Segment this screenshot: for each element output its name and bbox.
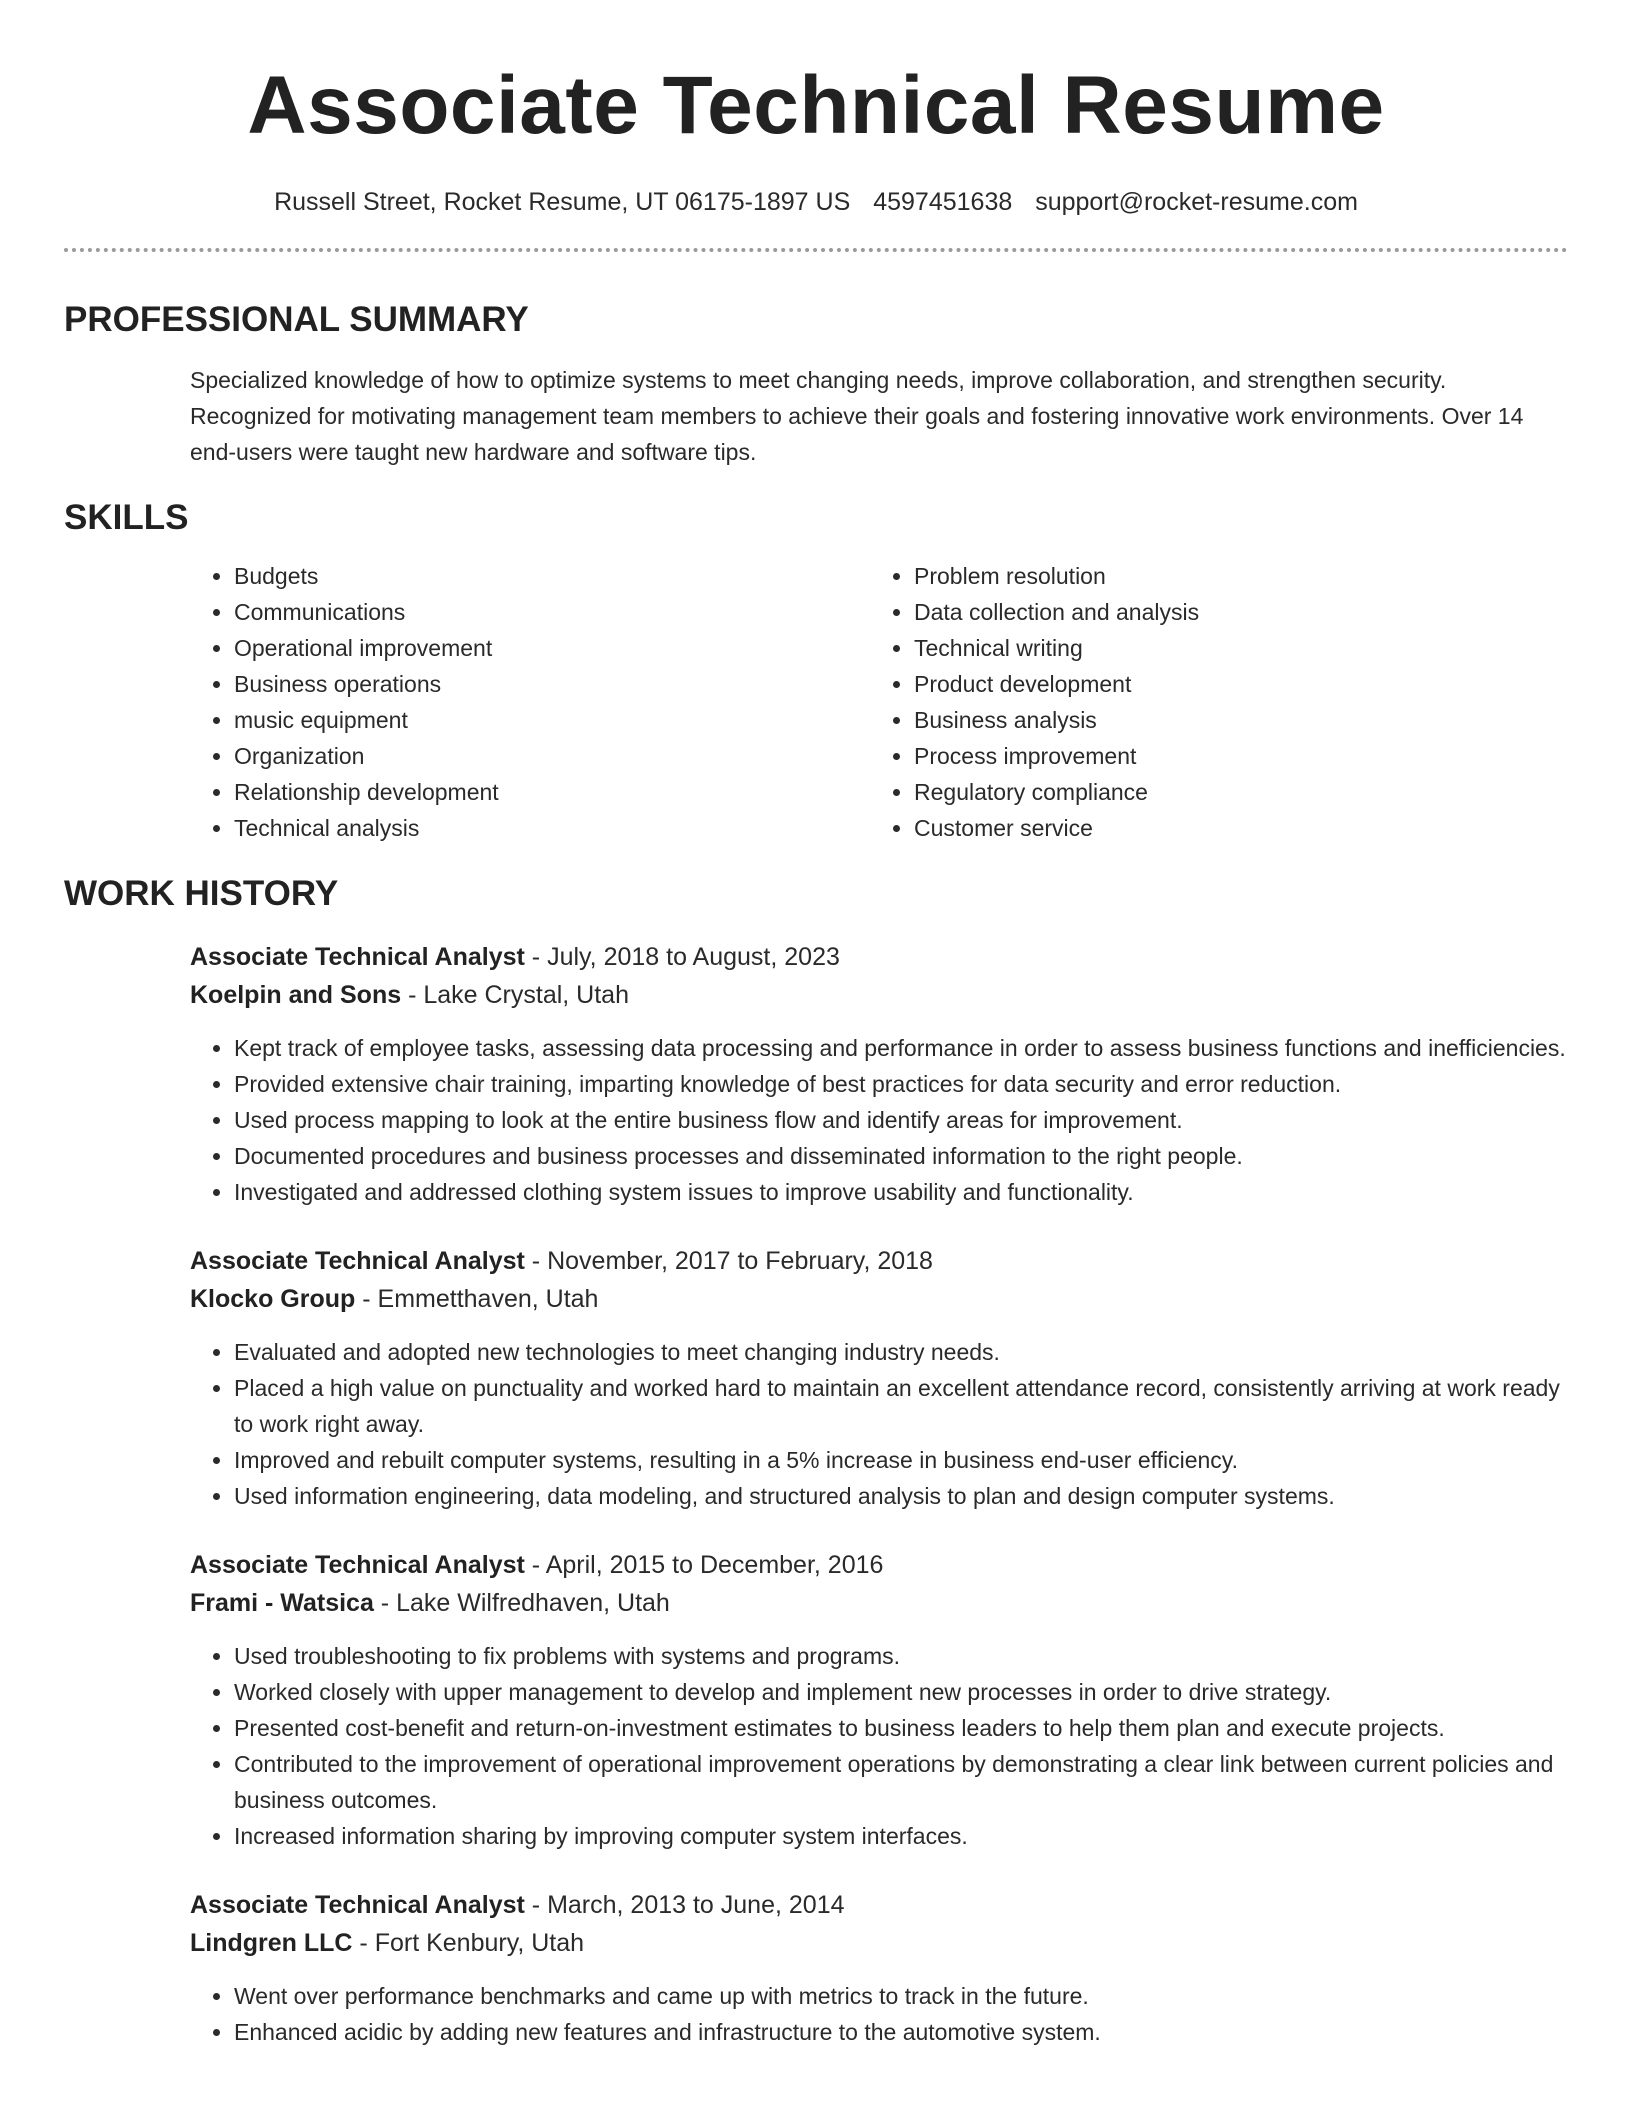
job-company: Lindgren LLC xyxy=(190,1929,353,1957)
skill-item: • Problem resolution xyxy=(914,558,1550,594)
job-location: - Lake Crystal, Utah xyxy=(401,981,629,1009)
skill-item: • Data collection and analysis xyxy=(914,594,1550,630)
job-title: Associate Technical Analyst xyxy=(190,1891,525,1919)
skill-item: • Process improvement xyxy=(914,738,1550,774)
job-title-line xyxy=(190,1242,1568,1280)
job-bullets xyxy=(190,1638,1568,1854)
job-bullet: • Worked closely with upper management to develop and implement new processes in order to drive strategy. xyxy=(234,1674,1568,1710)
job-dates: - November, 2017 to February, 2018 xyxy=(524,1247,933,1275)
job-title: Associate Technical Analyst xyxy=(190,1247,525,1275)
skill-item: • music equipment xyxy=(234,702,870,738)
job-bullet: • Went over performance benchmarks and came up with metrics to track in the future. xyxy=(234,1978,1568,2014)
header-divider xyxy=(64,248,1568,252)
job-bullet: • Improved and rebuilt computer systems, resulting in a 5% increase in business end-user efficiency. xyxy=(234,1442,1568,1478)
contact-line xyxy=(64,186,1568,218)
skill-item: • Technical writing xyxy=(914,630,1550,666)
job-entry xyxy=(190,938,1568,1210)
skill-item: • Organization xyxy=(234,738,870,774)
contact-address: Russell Street, Rocket Resume, UT 06175-1897 US xyxy=(274,188,851,216)
job-dates: - April, 2015 to December, 2016 xyxy=(524,1551,884,1579)
job-bullet: • Used process mapping to look at the entire business flow and identify areas for improvement. xyxy=(234,1102,1568,1138)
skill-item: • Regulatory compliance xyxy=(914,774,1550,810)
job-bullet: • Used information engineering, data modeling, and structured analysis to plan and design computer systems. xyxy=(234,1478,1568,1514)
job-dates: - July, 2018 to August, 2023 xyxy=(524,943,840,971)
job-title: Associate Technical Analyst xyxy=(190,1551,525,1579)
job-title-line xyxy=(190,938,1568,976)
job-entry xyxy=(190,1546,1568,1854)
job-bullets xyxy=(190,1030,1568,1210)
job-title-line xyxy=(190,1546,1568,1584)
skills-list xyxy=(190,558,1568,846)
job-bullets xyxy=(190,1334,1568,1514)
skill-item: • Business analysis xyxy=(914,702,1550,738)
job-location: - Fort Kenbury, Utah xyxy=(352,1929,585,1957)
skill-item: • Business operations xyxy=(234,666,870,702)
skill-item: • Operational improvement xyxy=(234,630,870,666)
job-bullet: • Placed a high value on punctuality and worked hard to maintain an excellent attendance record, consistently arriving at work ready to work right away. xyxy=(234,1370,1568,1442)
job-title: Associate Technical Analyst xyxy=(190,943,525,971)
job-company-line xyxy=(190,1584,1568,1622)
job-bullet: • Used troubleshooting to fix problems with systems and programs. xyxy=(234,1638,1568,1674)
work-history-heading: WORK HISTORY xyxy=(64,874,339,913)
job-bullet: • Enhanced acidic by adding new features and infrastructure to the automotive system. xyxy=(234,2014,1568,2050)
job-location: - Emmetthaven, Utah xyxy=(355,1285,599,1313)
job-company: Klocko Group xyxy=(190,1285,356,1313)
job-bullet: • Contributed to the improvement of operational improvement operations by demonstrating a clear link between current policies and business outcomes. xyxy=(234,1746,1568,1818)
resume-page xyxy=(64,0,1568,2050)
job-bullet: • Investigated and addressed clothing system issues to improve usability and functionality. xyxy=(234,1174,1568,1210)
skill-item: • Customer service xyxy=(914,810,1550,846)
job-company: Koelpin and Sons xyxy=(190,981,402,1009)
job-company-line xyxy=(190,1924,1568,1962)
skills-column-left xyxy=(190,558,870,846)
contact-email: support@rocket-resume.com xyxy=(1035,188,1358,216)
job-entry xyxy=(190,1242,1568,1514)
contact-phone: 4597451638 xyxy=(873,188,1013,216)
job-dates: - March, 2013 to June, 2014 xyxy=(524,1891,845,1919)
resume-title: Associate Technical Resume xyxy=(247,60,1385,151)
skill-item: • Technical analysis xyxy=(234,810,870,846)
skill-item: • Budgets xyxy=(234,558,870,594)
skills-column-right xyxy=(870,558,1550,846)
skill-item: • Product development xyxy=(914,666,1550,702)
job-location: - Lake Wilfredhaven, Utah xyxy=(373,1589,670,1617)
job-bullets xyxy=(190,1978,1568,2050)
skill-item: • Relationship development xyxy=(234,774,870,810)
skill-item: • Communications xyxy=(234,594,870,630)
job-company: Frami - Watsica xyxy=(190,1589,374,1617)
job-bullet: • Increased information sharing by improving computer system interfaces. xyxy=(234,1818,1568,1854)
job-entry xyxy=(190,1886,1568,2050)
job-bullet: • Documented procedures and business processes and disseminated information to the right people. xyxy=(234,1138,1568,1174)
summary-heading: PROFESSIONAL SUMMARY xyxy=(64,300,529,339)
job-bullet: • Presented cost-benefit and return-on-investment estimates to business leaders to help them plan and execute projects. xyxy=(234,1710,1568,1746)
job-bullet: • Kept track of employee tasks, assessing data processing and performance in order to assess business functions and inefficiencies. xyxy=(234,1030,1568,1066)
summary-text: Specialized knowledge of how to optimize systems to meet changing needs, improve collaboration, and strengthen security. Recognized for motivating management team members to achieve their goals and fostering innovative work environments. Over 14 end-users were taught new hardware and software tips. xyxy=(190,367,1524,465)
job-bullet: • Evaluated and adopted new technologies to meet changing industry needs. xyxy=(234,1334,1568,1370)
job-title-line xyxy=(190,1886,1568,1924)
job-company-line xyxy=(190,1280,1568,1318)
job-bullet: • Provided extensive chair training, imparting knowledge of best practices for data security and error reduction. xyxy=(234,1066,1568,1102)
skills-heading: SKILLS xyxy=(64,498,189,537)
job-company-line xyxy=(190,976,1568,1014)
